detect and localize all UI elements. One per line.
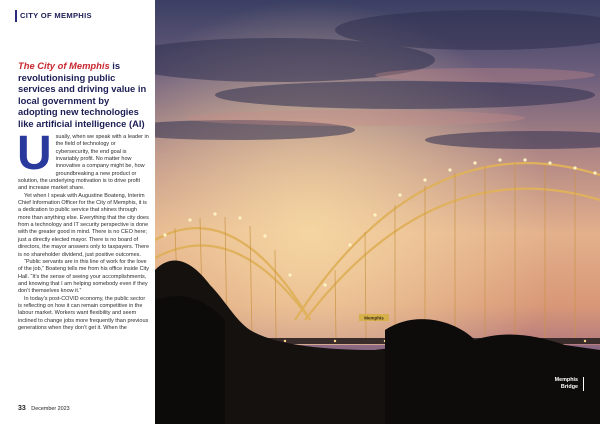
- page-footer: [18, 405, 70, 412]
- caption-bar: [583, 377, 585, 391]
- caption-line: Memphis: [554, 377, 578, 383]
- paragraph: “Public servants are in this line of work for the love of the job,” Boateng tells me from his office inside City Hall. “It’s the sense of seeing your accomplishments, and knowing that I am helping somebody even if they don’t themselves know it.”: [18, 258, 150, 295]
- bridge-sign: Memphis: [364, 315, 384, 321]
- bridge-photo: [155, 0, 600, 424]
- standfirst-text: is revolutionising public services and driving value in local government by adopting new technologies like artificial intelligence (AI): [18, 60, 147, 129]
- bridge-illustration: [155, 0, 600, 424]
- paragraph: Yet when I speak with Augustine Boateng, Interim Chief Information Officer for the City of Memphis, it is a dedication to public service that shines through more than anything else. Everything that the city does from a technology and IT security perspective is done with the greater good in mind. There is no CEO here; just a directly elected mayor. There is no board of directors, the mayor answers only to taxpayers. There is no shareholder dividend, just positive outcomes.: [18, 192, 150, 258]
- page-number: 33: [18, 405, 26, 412]
- paragraph: sually, when we speak with a leader in the field of technology or cybersecurity, the end goal is invariably profit. No matter how innovative a company might be, how groundbreaking a new product or solution, the underlying motivation is to drive profit and increase market share.: [18, 134, 149, 192]
- issue-date: December 2023: [31, 406, 70, 412]
- drop-cap: U: [17, 127, 52, 180]
- caption-line: Bridge: [560, 384, 578, 390]
- photo-caption: [555, 377, 578, 391]
- paragraph: In today’s post-COVID economy, the public sector is reflecting on how it can remain competitive in the labour market. Workers want flexibility and seem inclined to change jobs more frequently than previous generations when they don’t get it. When the: [18, 295, 149, 331]
- article-column: [0, 0, 155, 424]
- article-body: [17, 127, 150, 332]
- standfirst-highlight: The City of Memphis: [18, 60, 110, 71]
- section-tag: CITY OF MEMPHIS: [20, 11, 92, 20]
- standfirst: [18, 60, 150, 130]
- section-tag-bar: [15, 10, 17, 22]
